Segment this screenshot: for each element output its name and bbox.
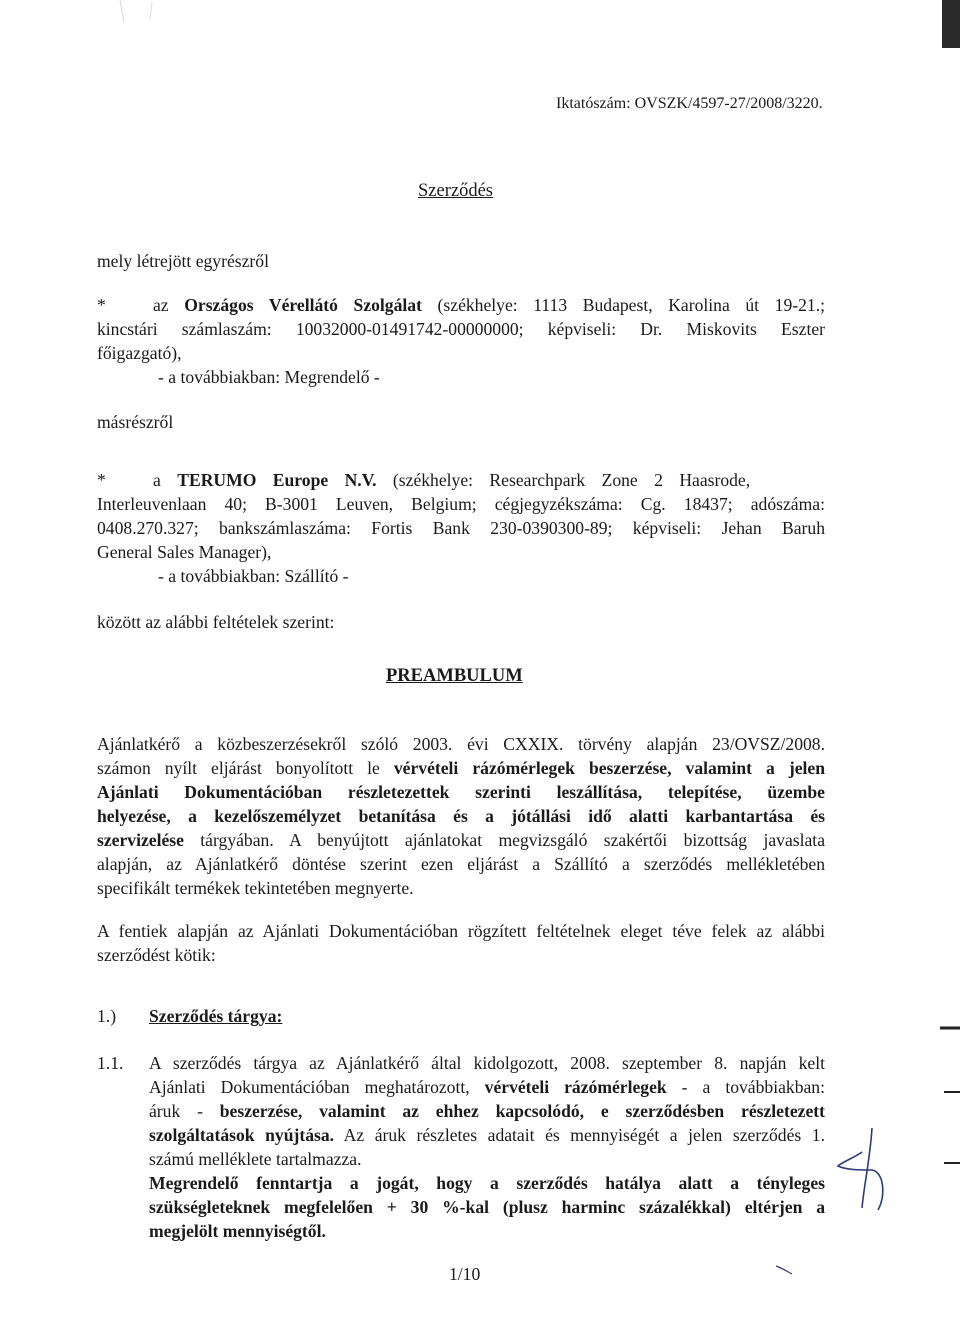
clause-1-1-line7: szükségleteknek megfelelően + 30 %-kal (plusz harminc százalékkal) eltérjen a xyxy=(149,1197,825,1217)
preamble-line2: számon nyílt eljárást bonyolított le vérvételi rázómérlegek beszerzése, valamint a jelen xyxy=(97,758,825,778)
other-side-text: másrészről xyxy=(97,412,174,432)
preamble-line3: Ajánlati Dokumentációban részletezettek szerinti leszállítása, telepítése, üzembe xyxy=(97,782,825,802)
scan-smudge xyxy=(120,0,124,22)
party2-line2: Interleuvenlaan 40; B-3001 Leuven, Belgium; cégjegyzékszáma: Cg. 18437; adószáma: xyxy=(97,494,825,514)
clause-1-1-number: 1.1. xyxy=(97,1053,124,1073)
clause-1-1-line8: megjelölt mennyiségtől. xyxy=(149,1221,326,1241)
preamble-heading: PREAMBULUM xyxy=(386,666,523,686)
scan-smudge xyxy=(150,2,152,20)
conclusion-line2: szerződést kötik: xyxy=(97,945,216,965)
page-number: 1/10 xyxy=(449,1264,481,1284)
party2-name: TERUMO Europe N.V. xyxy=(177,470,377,490)
clause-1-1-line4: szolgáltatások nyújtása. Az áruk részletes adatait és mennyiségét a jelen szerződés 1. xyxy=(149,1125,825,1145)
party2-role: - a továbbiakban: Szállító - xyxy=(158,566,349,586)
party2-line3: 0408.270.327; bankszámlaszáma: Fortis Bank 230-0390300-89; képviseli: Jehan Baruh xyxy=(97,518,825,538)
party1-line1: az Országos Vérellátó Szolgálat (székhelye: 1113 Budapest, Karolina út 19-21.; xyxy=(153,295,825,315)
party2-marker: * xyxy=(97,470,106,490)
document-title: Szerződés xyxy=(418,181,493,201)
party1-line3: főigazgató), xyxy=(97,343,182,363)
preamble-line7: specifikált termékek tekintetében megnyerte. xyxy=(97,878,414,898)
reference-number: Iktatószám: OVSZK/4597-27/2008/3220. xyxy=(556,95,823,112)
section1-number: 1.) xyxy=(97,1006,117,1026)
preamble-line6: alapján, az Ajánlatkérő döntése szerint ezen eljárást a Szállító a szerződés mellékletében xyxy=(97,854,825,874)
clause-1-1-line5: számú melléklete tartalmazza. xyxy=(149,1149,362,1169)
party2-line1: a TERUMO Europe N.V. (székhelye: Researchpark Zone 2 Haasrode, xyxy=(153,470,751,490)
handwritten-initials xyxy=(862,1128,872,1208)
scan-edge-mark xyxy=(942,0,960,48)
section1-title: Szerződés tárgya: xyxy=(149,1006,283,1026)
between-text: között az alábbi feltételek szerint: xyxy=(97,612,335,632)
party1-role: - a továbbiakban: Megrendelő - xyxy=(158,367,380,387)
intro-text: mely létrejött egyrészről xyxy=(97,251,269,271)
preamble-line5: szervizelése tárgyában. A benyújtott ajánlatokat megvizsgáló szakértői bizottság javaslata xyxy=(97,830,825,850)
clause-1-1-line3: áruk - beszerzése, valamint az ehhez kapcsolódó, e szerződésben részletezett xyxy=(149,1101,825,1121)
handwritten-mark xyxy=(776,1266,792,1274)
party1-marker: * xyxy=(97,295,106,315)
party1-name: Országos Vérellátó Szolgálat xyxy=(184,295,422,315)
handwritten-initials xyxy=(838,1152,883,1210)
preamble-line1: Ajánlatkérő a közbeszerzésekről szóló 2003. évi CXXIX. törvény alapján 23/OVSZ/2008. xyxy=(97,734,825,754)
conclusion-line1: A fentiek alapján az Ajánlati Dokumentációban rögzített feltételnek eleget téve felek az alábbi xyxy=(97,921,825,941)
clause-1-1-line6: Megrendelő fenntartja a jogát, hogy a szerződés hatálya alatt a tényleges xyxy=(149,1173,825,1193)
party1-line2: kincstári számlaszám: 10032000-01491742-00000000; képviseli: Dr. Miskovits Eszter xyxy=(97,319,825,339)
preamble-line4: helyezése, a kezelőszemélyzet betanítása és a jótállási idő alatti karbantartása és xyxy=(97,806,825,826)
clause-1-1-line1: A szerződés tárgya az Ajánlatkérő által kidolgozott, 2008. szeptember 8. napján kelt xyxy=(149,1053,825,1073)
party2-line4: General Sales Manager), xyxy=(97,542,272,562)
clause-1-1-line2: Ajánlati Dokumentációban meghatározott, vérvételi rázómérlegek - a továbbiakban: xyxy=(149,1077,825,1097)
